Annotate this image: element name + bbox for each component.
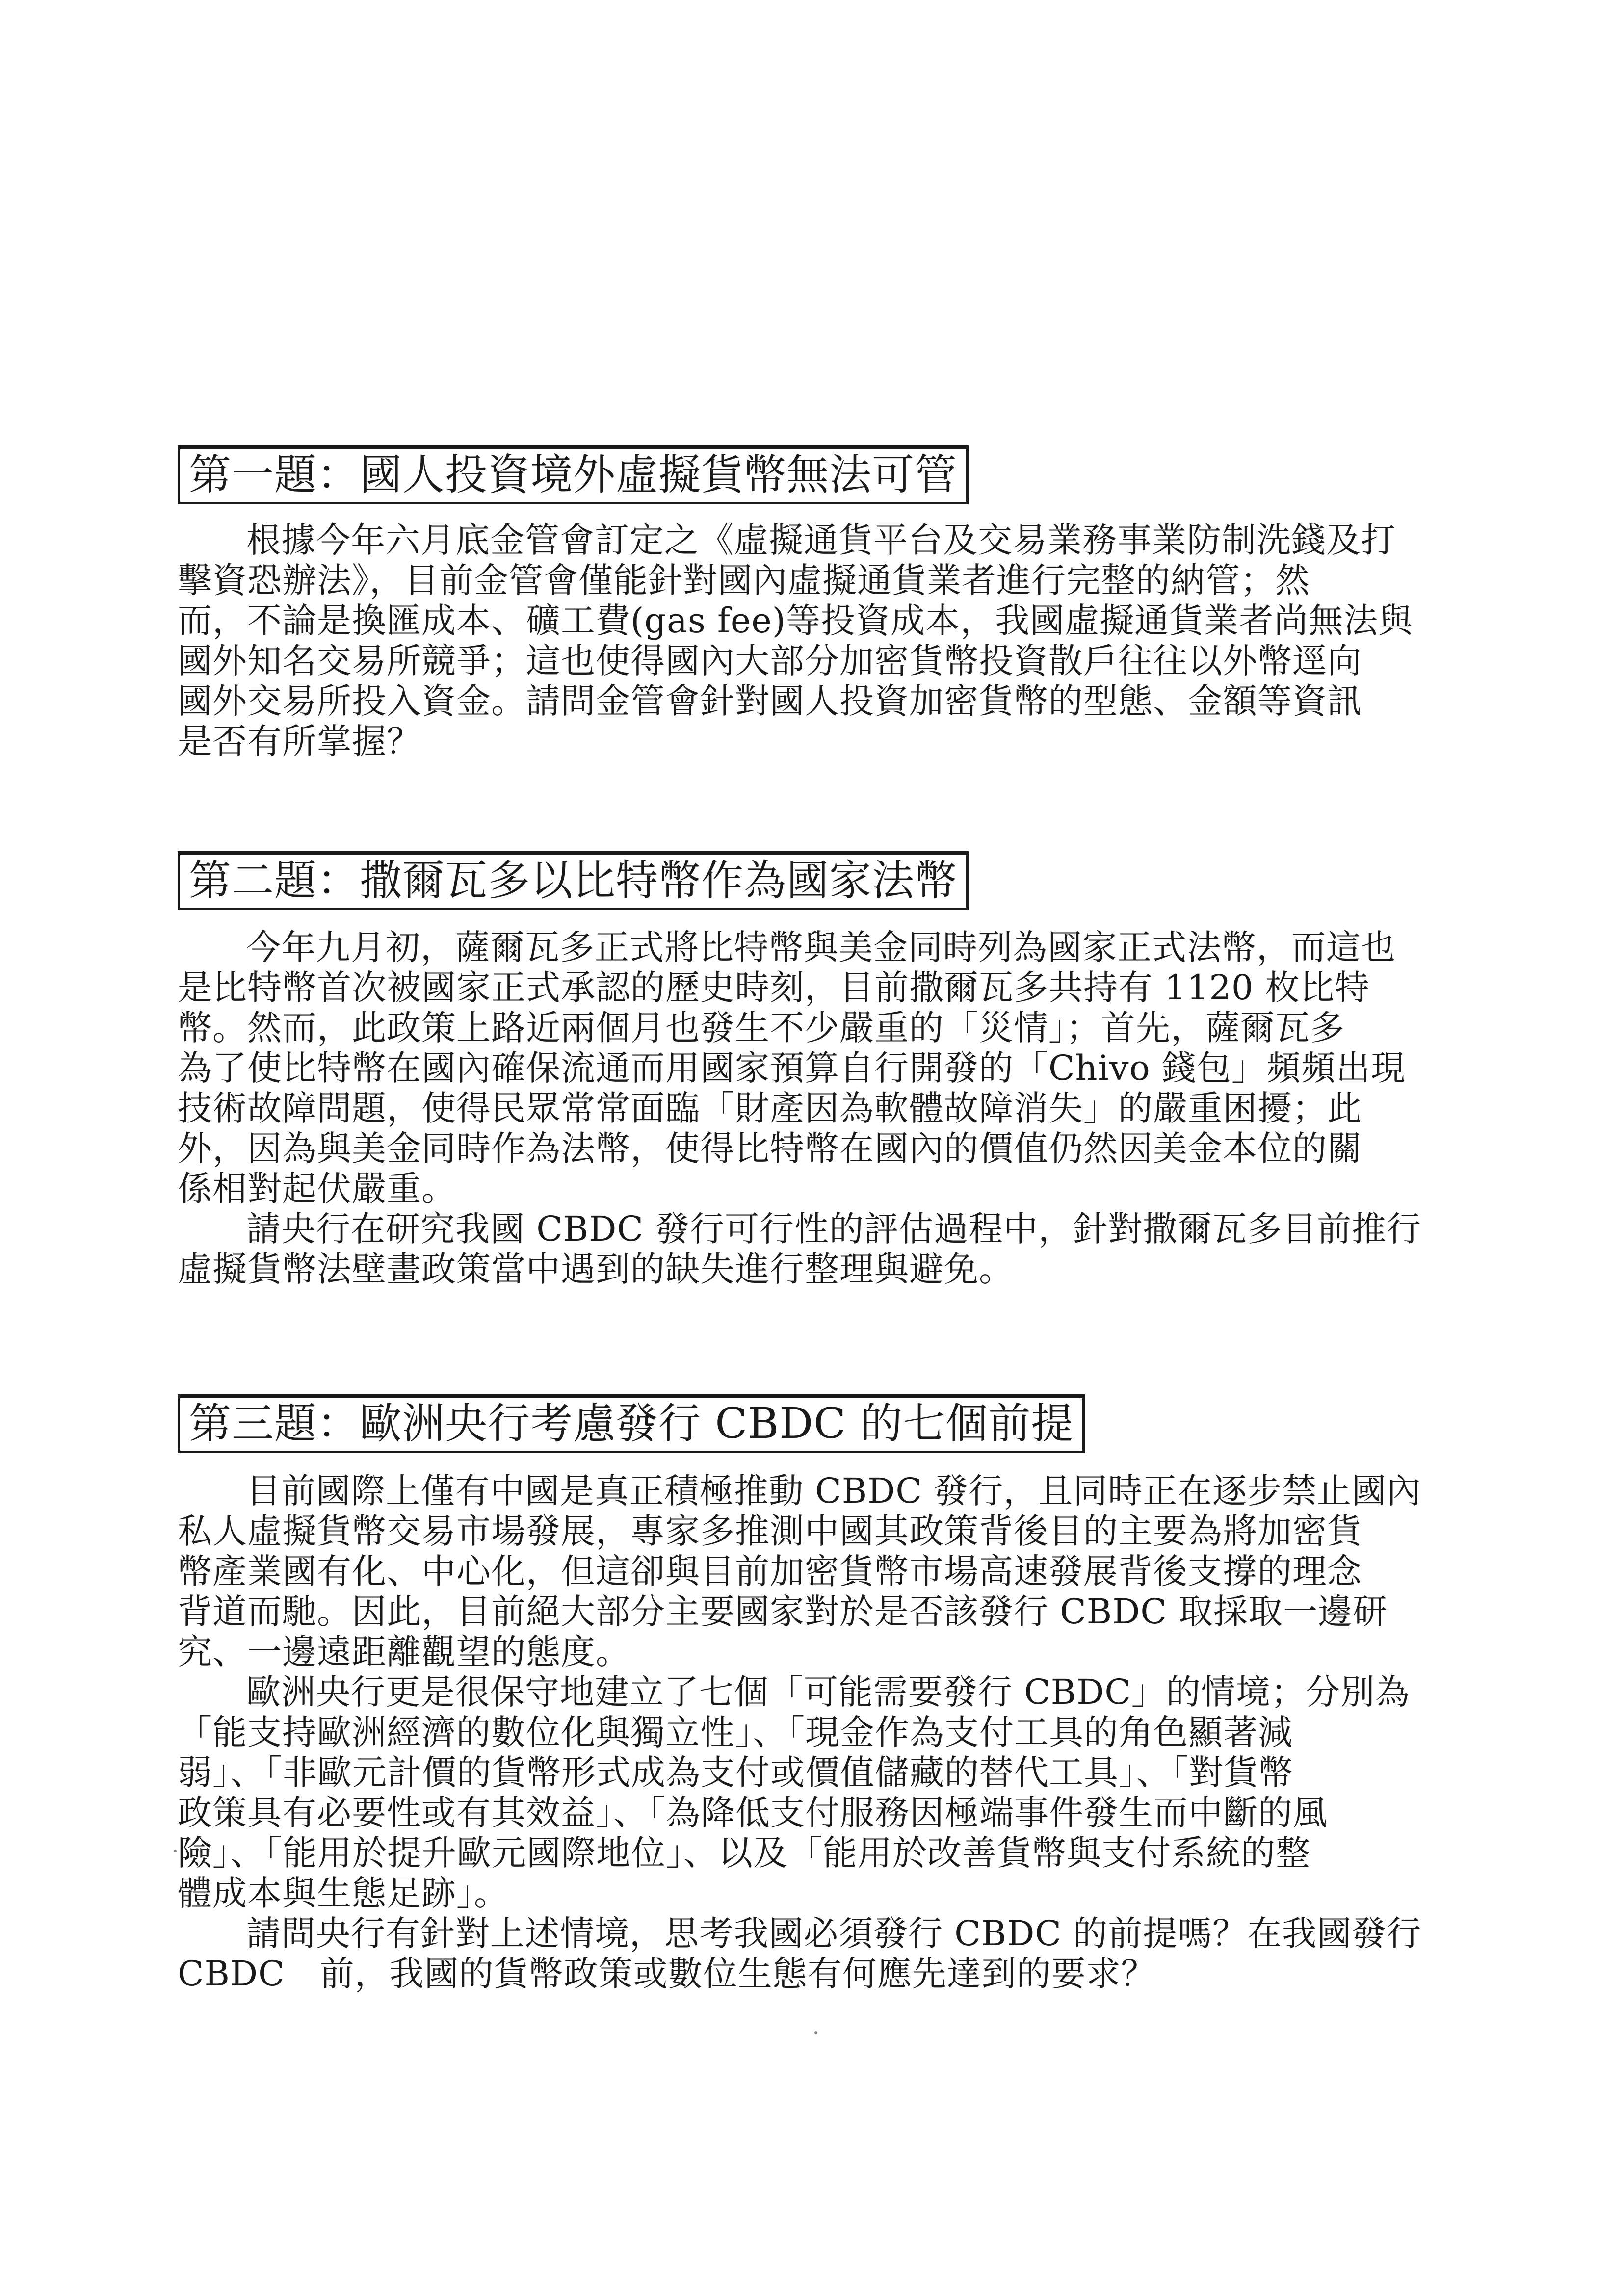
paragraph-line: 外，因為與美金同時作為法幣，使得比特幣在國內的價值仍然因美金本位的關 — [178, 1128, 1362, 1169]
paragraph-line: 幣。然而，此政策上路近兩個月也發生不少嚴重的「災情」；首先，薩爾瓦多 — [178, 1008, 1345, 1048]
paragraph-line: 請問央行有針對上述情境，思考我國必須發行 CBDC 的前提嗎？在我國發行 — [246, 1913, 1422, 1954]
paragraph-line: 目前國際上僅有中國是真正積極推動 CBDC 發行，且同時正在逐步禁止國內 — [246, 1471, 1422, 1511]
paragraph-line: 歐洲央行更是很保守地建立了七個「可能需要發行 CBDC」的情境；分別為 — [246, 1672, 1410, 1712]
paragraph-line: 私人虛擬貨幣交易市場發展，專家多推測中國其政策背後目的主要為將加密貨 — [178, 1511, 1362, 1551]
paragraph-line: CBDC 前，我國的貨幣政策或數位生態有何應先達到的要求？ — [178, 1954, 1156, 1994]
paragraph-line: 究、一邊遠距離觀望的態度。 — [178, 1632, 630, 1672]
paragraph-line: 險」、「能用於提升歐元國際地位」、以及「能用於改善貨幣與支付系統的整 — [178, 1833, 1310, 1873]
paragraph-line: 體成本與生態足跡」。 — [178, 1873, 509, 1913]
paragraph-line: 而，不論是換匯成本、礦工費(gas fee)等投資成本，我國虛擬通貨業者尚無法與 — [178, 600, 1414, 641]
section-2-body — [178, 927, 1473, 1289]
section-1-heading: 第一題：國人投資境外虛擬貨幣無法可管 — [178, 445, 969, 504]
paragraph-line: 請央行在研究我國 CBDC 發行可行性的評估過程中，針對撒爾瓦多目前推行 — [246, 1209, 1422, 1249]
paragraph-line: 擊資恐辦法》，目前金管會僅能針對國內虛擬通貨業者進行完整的納管；然 — [178, 560, 1310, 600]
scan-speck — [174, 1850, 177, 1852]
paragraph-line: 幣產業國有化、中心化，但這卻與目前加密貨幣市場高速發展背後支撐的理念 — [178, 1551, 1362, 1592]
section-3-body — [178, 1471, 1473, 1994]
paragraph-line: 今年九月初，薩爾瓦多正式將比特幣與美金同時列為國家正式法幣，而這也 — [246, 927, 1396, 967]
paragraph-line: 國外交易所投入資金。請問金管會針對國人投資加密貨幣的型態、金額等資訊 — [178, 681, 1362, 721]
paragraph-line: 弱」、「非歐元計價的貨幣形式成為支付或價值儲藏的替代工具」、「對貨幣 — [178, 1752, 1293, 1793]
paragraph-line: 技術故障問題，使得民眾常常面臨「財產因為軟體故障消失」的嚴重困擾；此 — [178, 1088, 1362, 1128]
paragraph-line: 為了使比特幣在國內確保流通而用國家預算自行開發的「Chivo 錢包」頻頻出現 — [178, 1048, 1406, 1088]
paragraph-line: 政策具有必要性或有其效益」、「為降低支付服務因極端事件發生而中斷的風 — [178, 1793, 1328, 1833]
paragraph-line: 是否有所掌握？ — [178, 721, 421, 761]
paragraph-line: 背道而馳。因此，目前絕大部分主要國家對於是否該發行 CBDC 取採取一邊研 — [178, 1592, 1388, 1632]
section-2-heading: 第二題：撒爾瓦多以比特幣作為國家法幣 — [178, 851, 969, 910]
section-1-body — [178, 520, 1473, 761]
scan-speck — [814, 2031, 817, 2034]
paragraph-line: 根據今年六月底金管會訂定之《虛擬通貨平台及交易業務事業防制洗錢及打 — [246, 520, 1396, 560]
paragraph-line: 「能支持歐洲經濟的數位化與獨立性」、「現金作為支付工具的角色顯著減 — [178, 1712, 1293, 1752]
paragraph-line: 國外知名交易所競爭；這也使得國內大部分加密貨幣投資散戶往往以外幣逕向 — [178, 641, 1362, 681]
paragraph-line: 係相對起伏嚴重。 — [178, 1169, 456, 1209]
section-3-heading: 第三題：歐洲央行考慮發行 CBDC 的七個前提 — [178, 1394, 1085, 1453]
paragraph-line: 虛擬貨幣法壁畫政策當中遇到的缺失進行整理與避免。 — [178, 1249, 1014, 1289]
paragraph-line: 是比特幣首次被國家正式承認的歷史時刻，目前撒爾瓦多共持有 1120 枚比特 — [178, 967, 1370, 1008]
